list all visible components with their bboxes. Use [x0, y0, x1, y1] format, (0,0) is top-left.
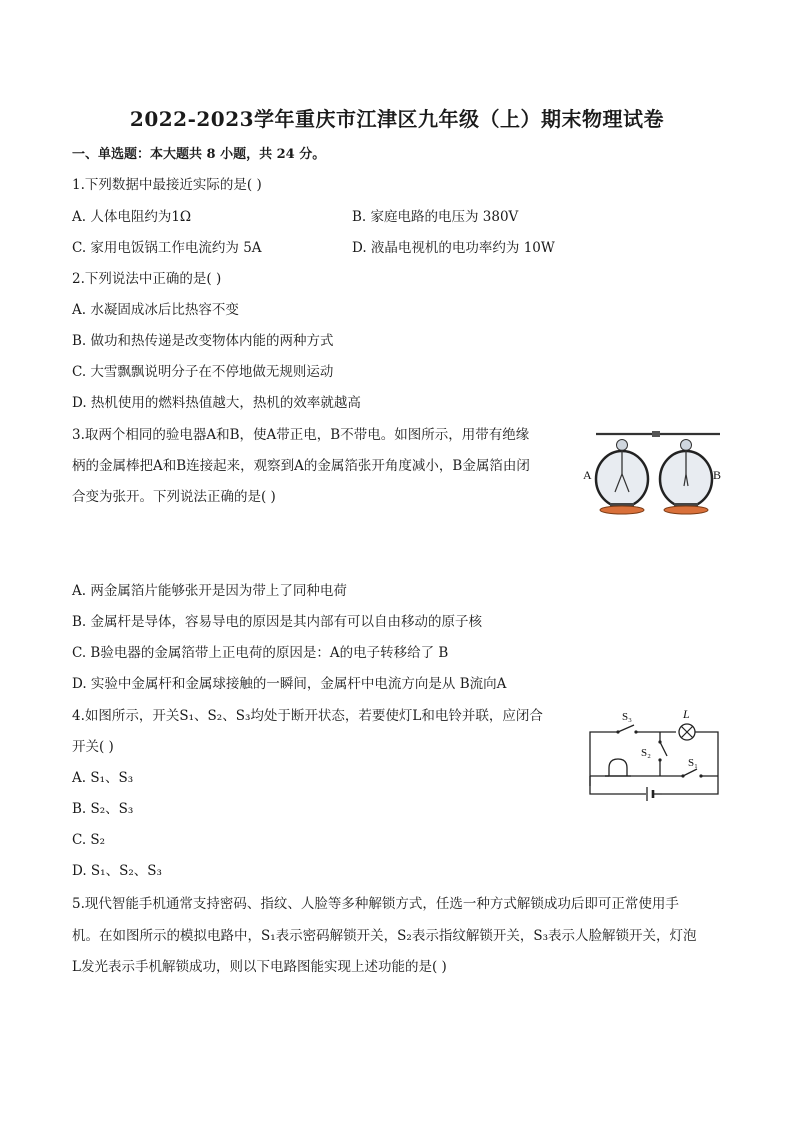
question-1-stem: 1.下列数据中最接近实际的是( ) — [72, 177, 262, 193]
question-3-stem-line-3: 合变为张开。下列说法正确的是( ) — [72, 489, 276, 505]
question-4-stem-line-2: 开关( ) — [72, 739, 114, 755]
question-2-option-c: C. 大雪飘飘说明分子在不停地做无规则运动 — [72, 364, 334, 380]
question-2-stem: 2.下列说法中正确的是( ) — [72, 271, 222, 287]
electroscope-figure — [578, 424, 728, 516]
question-4-option-a: A. S₁、S₃ — [72, 770, 134, 786]
question-1-option-c: C. 家用电饭锅工作电流约为 5A — [72, 240, 262, 256]
question-3-option-d: D. 实验中金属杆和金属球接触的一瞬间，金属杆中电流方向是从 B流向A — [72, 676, 507, 692]
question-1-option-d: D. 液晶电视机的电功率约为 10W — [352, 240, 555, 256]
question-5-stem-line-1: 5.现代智能手机通常支持密码、指纹、人脸等多种解锁方式，任选一种方式解锁成功后即可正常使用手 — [72, 896, 679, 912]
label-s3: S₃ — [622, 711, 632, 723]
question-2-option-a: A. 水凝固成冰后比热容不变 — [72, 302, 239, 318]
section-heading: 一、单选题：本大题共 8 小题，共 24 分。 — [72, 147, 326, 162]
question-3-option-a: A. 两金属箔片能够张开是因为带上了同种电荷 — [72, 583, 347, 599]
question-3-stem-line-2: 柄的金属棒把A和B连接起来，观察到A的金属箔张开角度减小，B金属箔由闭 — [72, 458, 530, 474]
question-4-option-d: D. S₁、S₂、S₃ — [72, 863, 162, 879]
question-4-option-b: B. S₂、S₃ — [72, 801, 134, 817]
page-title: 2022-2023学年重庆市江津区九年级（上）期末物理试卷 — [129, 107, 665, 131]
question-3-option-b: B. 金属杆是导体，容易导电的原因是其内部有可以自由移动的原子核 — [72, 614, 483, 630]
question-1-option-b: B. 家庭电路的电压为 380V — [352, 209, 519, 225]
question-2-option-b: B. 做功和热传递是改变物体内能的两种方式 — [72, 333, 334, 349]
question-5-stem-line-3: L发光表示手机解锁成功，则以下电路图能实现上述功能的是( ) — [72, 959, 447, 975]
question-3-option-c: C. B验电器的金属箔带上正电荷的原因是：A的电子转移给了 B — [72, 645, 449, 661]
question-3-stem-line-1: 3.取两个相同的验电器A和B，使A带正电，B不带电。如图所示，用带有绝缘 — [72, 427, 530, 443]
question-1-option-a: A. 人体电阻约为1Ω — [72, 209, 192, 225]
label-s1: S₁ — [688, 757, 698, 769]
circuit-figure — [584, 706, 724, 806]
label-a: A — [583, 468, 592, 482]
electroscope-b — [660, 440, 712, 515]
question-5-stem-line-2: 机。在如图所示的模拟电路中，S₁表示密码解锁开关，S₂表示指纹解锁开关，S₃表示人脸解锁开关，灯泡 — [72, 928, 697, 944]
question-2-option-d: D. 热机使用的燃料热值越大，热机的效率就越高 — [72, 395, 361, 411]
label-l: L — [683, 707, 690, 721]
label-b: B — [713, 468, 722, 482]
question-4-stem-line-1: 4.如图所示，开关S₁、S₂、S₃均处于断开状态，若要使灯L和电铃并联，应闭合 — [72, 708, 543, 724]
label-s2: S₂ — [641, 747, 651, 759]
question-4-option-c: C. S₂ — [72, 832, 106, 848]
electroscope-a — [596, 440, 648, 515]
